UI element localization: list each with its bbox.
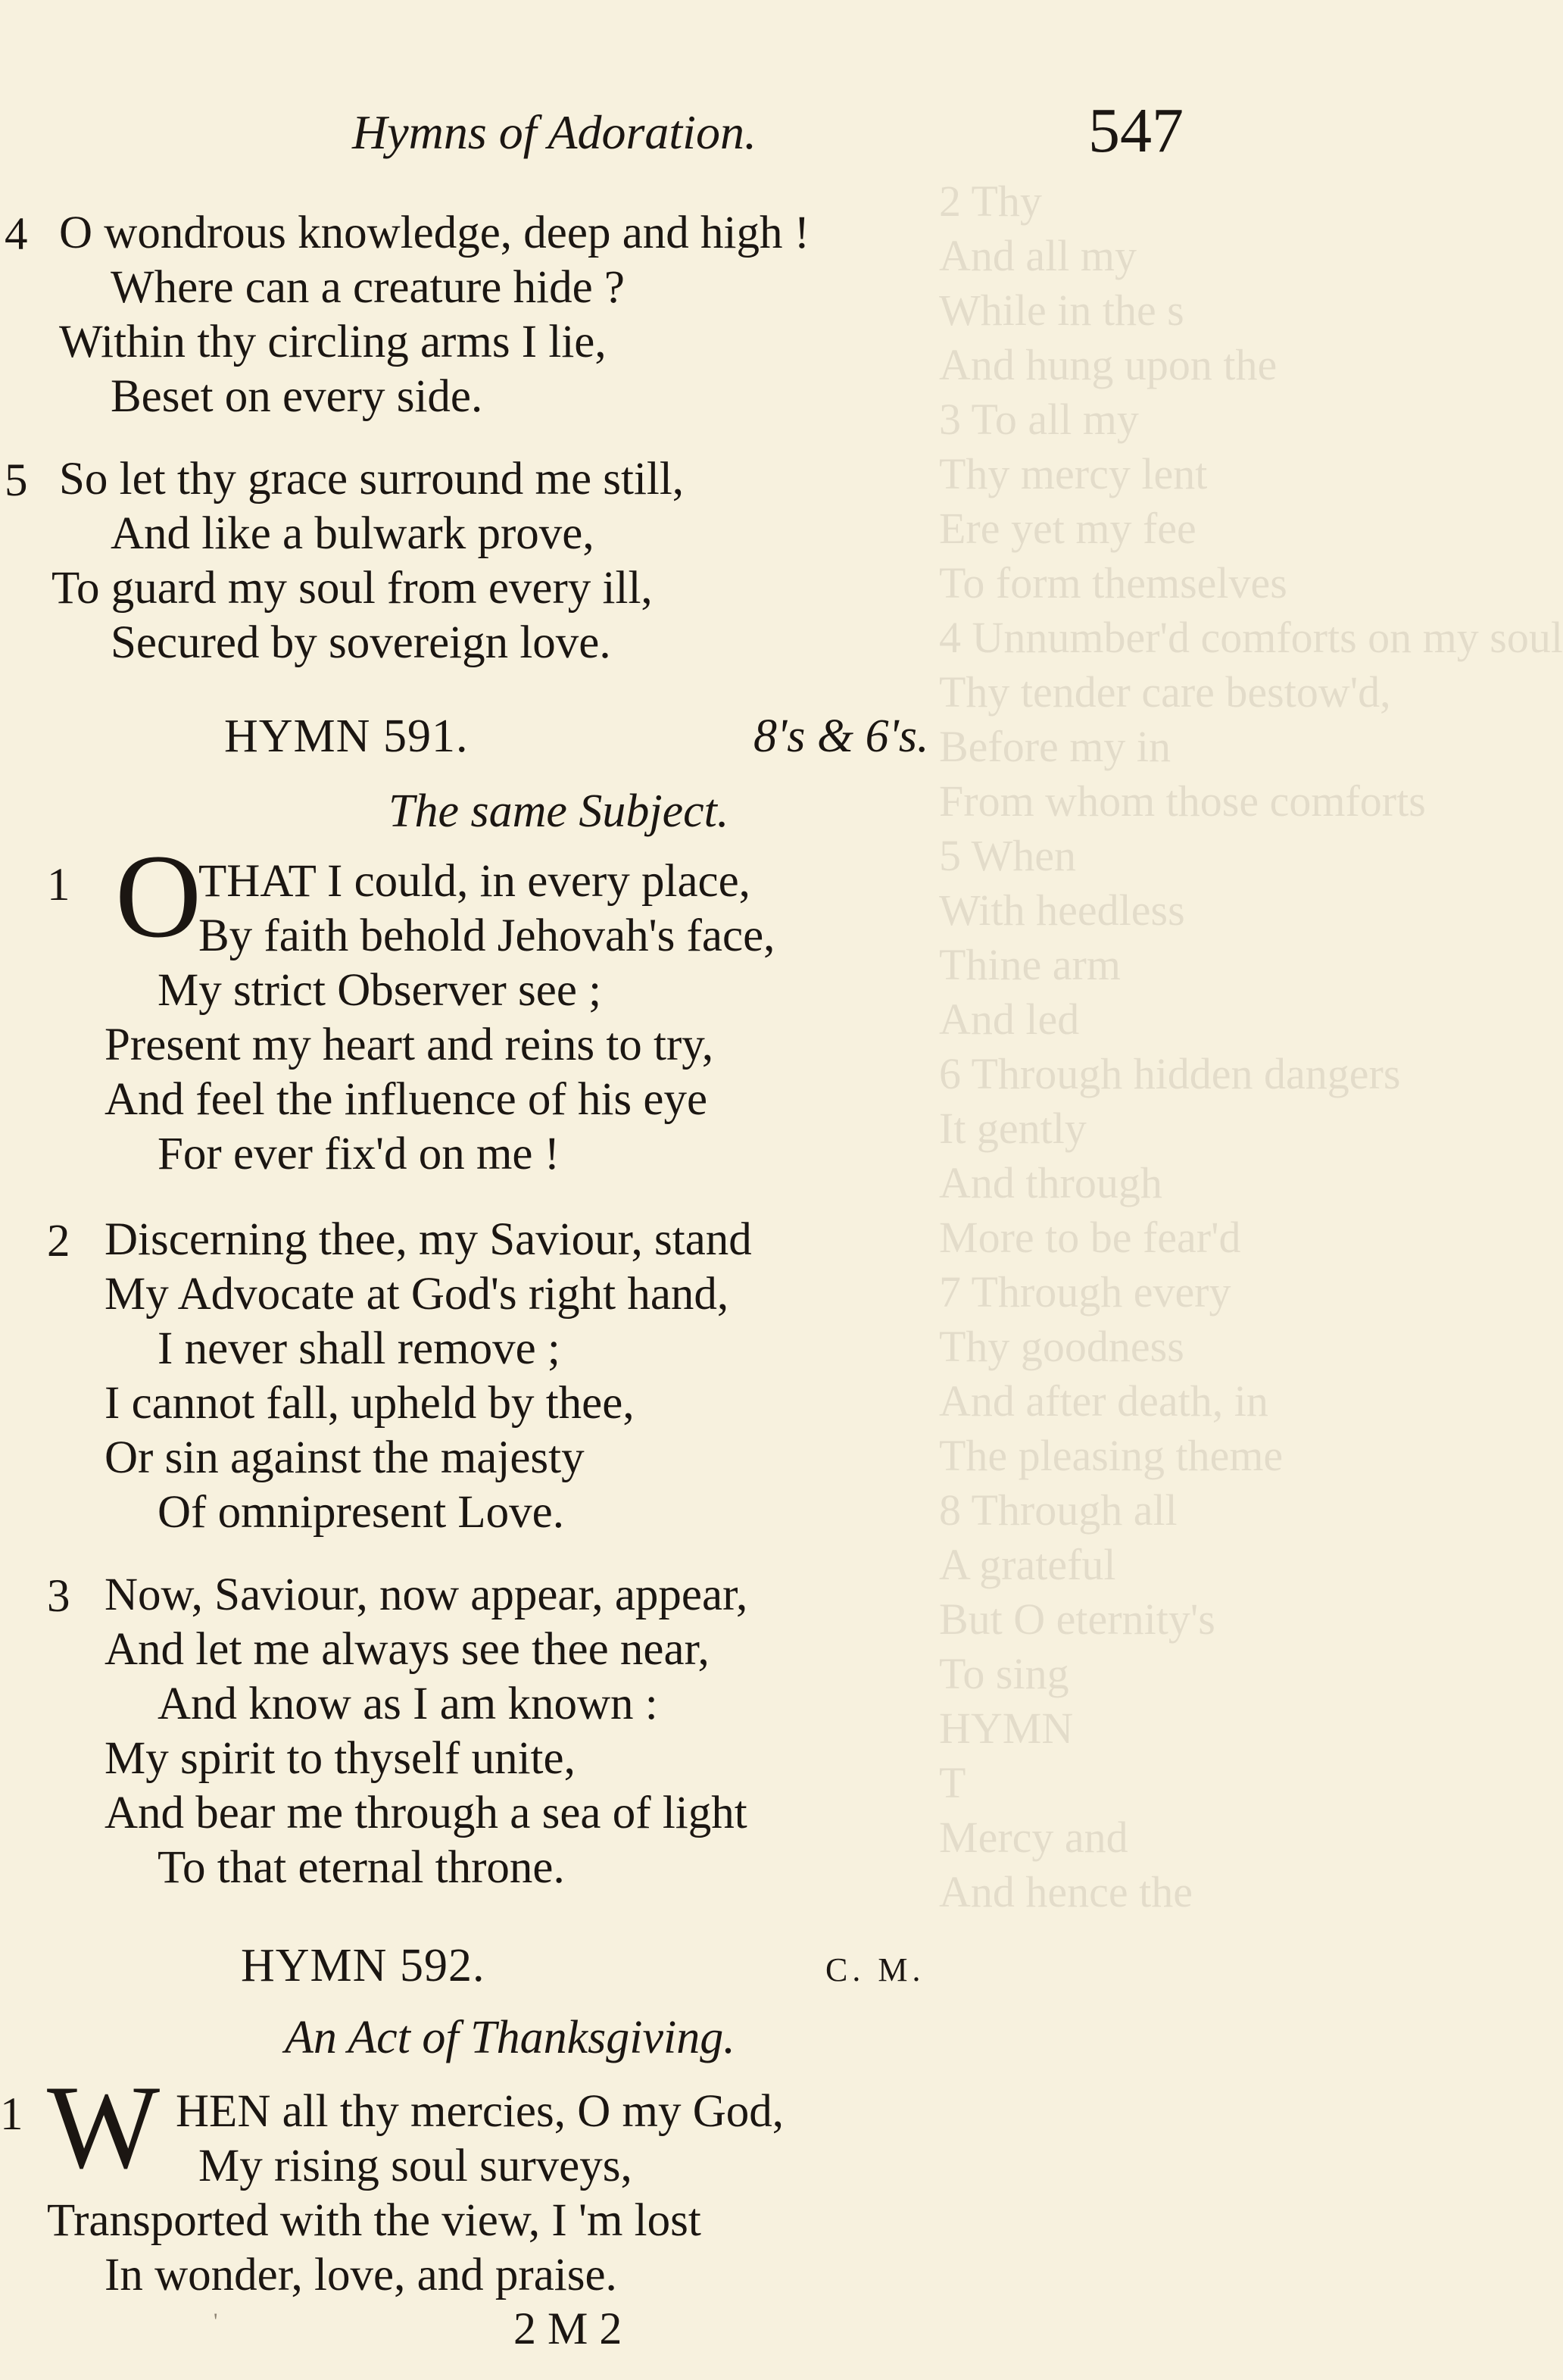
show-through-line: And hence the (939, 1867, 1193, 1916)
show-through-line: HYMN (939, 1704, 1074, 1753)
verse-number: 5 (5, 455, 28, 506)
ink-mark: ' (214, 2309, 218, 2334)
verse-line: So let thy grace surround me still, (59, 454, 685, 504)
show-through-line: 8 Through all (939, 1485, 1178, 1535)
show-through-line: And all my (939, 231, 1137, 280)
show-through-line: T (939, 1758, 966, 1807)
verse-line: For ever fix'd on me ! (158, 1129, 560, 1179)
verse-line: O wondrous knowledge, deep and high ! (59, 208, 810, 258)
show-through-line: The pleasing theme (939, 1431, 1284, 1480)
verse-number: 1 (0, 2089, 23, 2140)
verse-line: Secured by sovereign love. (111, 617, 611, 668)
show-through-line: Mercy and (939, 1813, 1128, 1862)
verse-line: And like a bulwark prove, (111, 508, 594, 559)
verse-line: I never shall remove ; (158, 1323, 560, 1374)
drop-capital: O (115, 830, 202, 963)
verse-line: And let me always see thee near, (105, 1624, 710, 1675)
show-through-line: Thy goodness (939, 1322, 1184, 1371)
verse-line: Within thy circling arms I lie, (59, 317, 607, 367)
verse-line: Or sin against the majesty (105, 1432, 585, 1483)
show-through-line: And through (939, 1158, 1162, 1207)
show-through-line: It gently (939, 1104, 1087, 1153)
verse-number: 4 (5, 209, 28, 260)
verse-number: 2 (47, 1216, 70, 1267)
verse-line: In wonder, love, and praise. (105, 2250, 617, 2300)
verse-line: My Advocate at God's right hand, (105, 1269, 729, 1320)
drop-capital: W (47, 2061, 161, 2194)
verse-line: Present my heart and reins to try, (105, 1020, 714, 1070)
hymn-subject: The same Subject. (388, 786, 729, 837)
verse-line: Where can a creature hide ? (111, 262, 625, 313)
running-title: Hymns of Adoration. (352, 105, 757, 159)
verse-line: My strict Observer see ; (158, 965, 602, 1016)
show-through-line: Thine arm (939, 940, 1121, 989)
verse-line: My rising soul surveys, (198, 2141, 632, 2191)
show-through-line: Ere yet my fee (939, 504, 1196, 553)
hymn-subject: An Act of Thanksgiving. (285, 2012, 735, 2063)
show-through-line: 7 Through every (939, 1267, 1231, 1316)
show-through-line: To form themselves (939, 558, 1287, 607)
page-number: 547 (1088, 95, 1184, 166)
hymn-meter: C. M. (825, 1951, 925, 1988)
show-through-line: And hung upon the (939, 340, 1278, 389)
verse-line: And bear me through a sea of light (105, 1788, 747, 1838)
verse-line: Discerning thee, my Saviour, stand (105, 1214, 752, 1265)
show-through-line: 2 Thy (939, 176, 1042, 226)
show-through-line: To sing (939, 1649, 1069, 1698)
show-through-line: 6 Through hidden dangers (939, 1049, 1401, 1098)
show-through-line: But O eternity's (939, 1594, 1215, 1644)
verse-line: THAT I could, in every place, (198, 856, 750, 907)
show-through-line: From whom those comforts (939, 776, 1426, 826)
show-through-line: And led (939, 995, 1080, 1044)
verse-line: And feel the influence of his eye (105, 1074, 708, 1125)
show-through-line: Thy mercy lent (939, 449, 1208, 498)
show-through-line: 4 Unnumber'd comforts on my soul (939, 613, 1563, 662)
verse-number: 1 (47, 860, 70, 910)
show-through-line: More to be fear'd (939, 1213, 1241, 1262)
show-through-line: With heedless (939, 885, 1185, 935)
verse-line: Beset on every side. (111, 371, 483, 422)
hymn-title: HYMN 592. (241, 1940, 485, 1991)
verse-line: To that eternal throne. (158, 1842, 565, 1893)
hymn-title: HYMN 591. (224, 711, 469, 762)
show-through-line: While in the s (939, 286, 1184, 335)
show-through-line: 3 To all my (939, 395, 1139, 444)
verse-line: I cannot fall, upheld by thee, (105, 1378, 635, 1429)
show-through-text (939, 174, 1563, 2113)
verse-line: And know as I am known : (158, 1679, 658, 1729)
signature-mark: 2 M 2 (513, 2303, 622, 2353)
show-through-line: A grateful (939, 1540, 1116, 1589)
show-through-line: Before my in (939, 722, 1171, 771)
verse-line: Transported with the view, I 'm lost (47, 2195, 701, 2246)
show-through-line: Thy tender care bestow'd, (939, 667, 1391, 717)
show-through-line: And after death, in (939, 1376, 1268, 1426)
show-through-line: 5 When (939, 831, 1076, 880)
verse-line: Now, Saviour, now appear, appear, (105, 1569, 748, 1620)
verse-line: By faith behold Jehovah's face, (198, 910, 775, 961)
verse-line: Of omnipresent Love. (158, 1487, 564, 1538)
verse-number: 3 (47, 1571, 70, 1622)
verse-line: To guard my soul from every ill, (51, 563, 653, 614)
verse-line: My spirit to thyself unite, (105, 1733, 576, 1784)
hymn-meter: 8's & 6's. (753, 711, 929, 762)
verse-line: HEN all thy mercies, O my God, (176, 2086, 785, 2137)
